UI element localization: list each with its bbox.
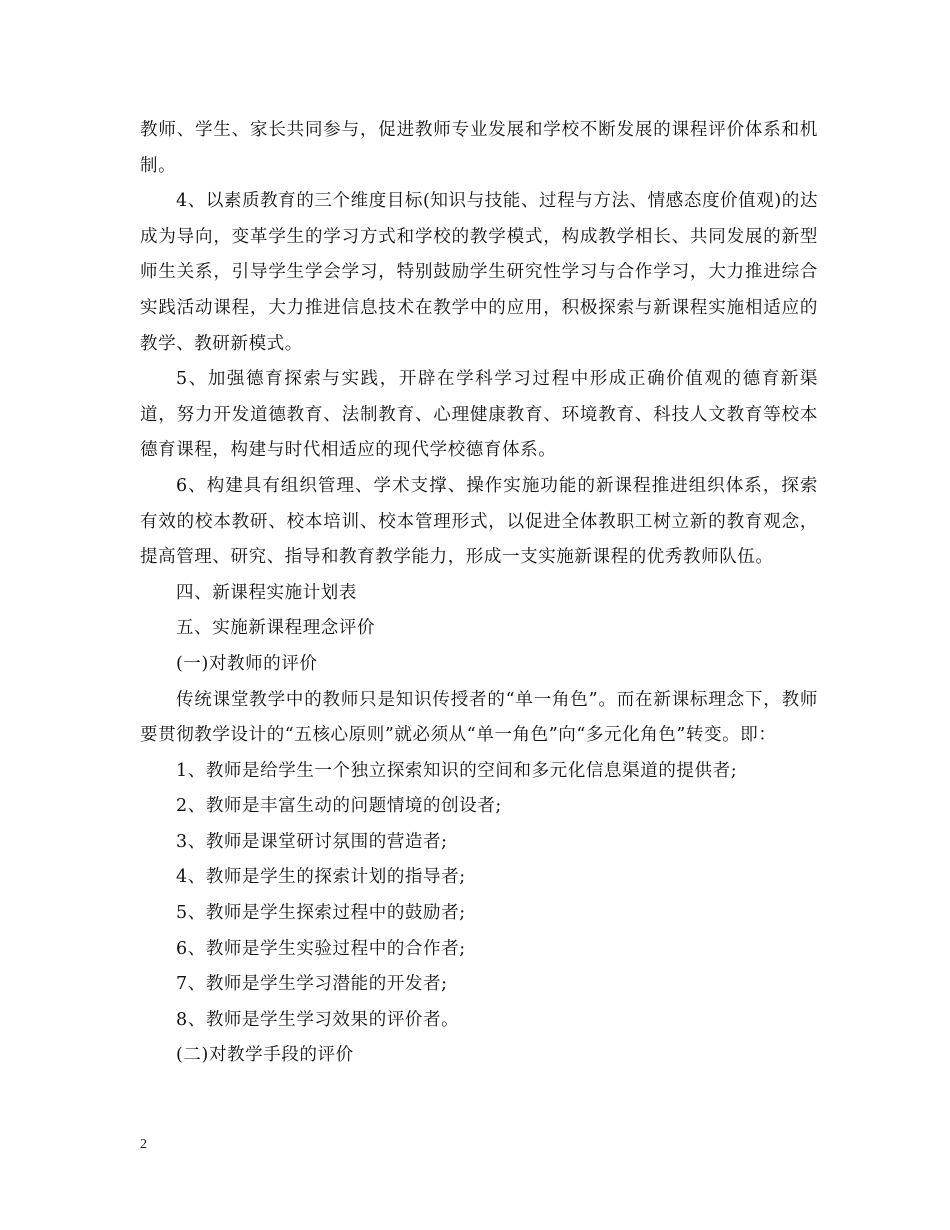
paragraph-continuation: 教师、学生、家长共同参与，促进教师专业发展和学校不断发展的课程评价体系和机制。 — [140, 120, 818, 176]
subsection-heading-2: (二)对教学手段的评价 — [176, 1045, 354, 1066]
list-item-role-6: 6、教师是学生实验过程中的合作者; — [176, 938, 466, 959]
document-body — [140, 113, 818, 1074]
subsection-heading-1: (一)对教师的评价 — [176, 653, 318, 674]
paragraph-goal-5: 5、加强德育探索与实践，开辟在学科学习过程中形成正确价值观的德育新渠道，努力开发道德教育、法制教育、心理健康教育、环境教育、科技人文教育等校本德育课程，构建与时代相适应的现代学校德育体系。 — [140, 369, 818, 461]
list-item-role-2: 2、教师是丰富生动的问题情境的创设者; — [176, 796, 502, 817]
section-heading-5: 五、实施新课程理念评价 — [176, 618, 376, 639]
list-item-role-5: 5、教师是学生探索过程中的鼓励者; — [176, 903, 466, 924]
paragraph-teacher-roles-intro: 传统课堂教学中的教师只是知识传授者的“单一角色”。而在新课标理念下，教师要贯彻教学设计的“五核心原则”就必须从“单一角色”向“多元化角色”转变。即： — [140, 689, 818, 746]
list-item-role-8: 8、教师是学生学习效果的评价者。 — [176, 1009, 460, 1030]
list-item-role-4: 4、教师是学生的探索计划的指导者; — [176, 867, 466, 888]
list-item-role-3: 3、教师是课堂研讨氛围的营造者; — [176, 831, 448, 852]
list-item-role-1: 1、教师是给学生一个独立探索知识的空间和多元化信息渠道的提供者; — [176, 760, 738, 781]
paragraph-goal-4: 4、以素质教育的三个维度目标(知识与技能、过程与方法、情感态度价值观)的达成为导向，变革学生的学习方式和学校的教学模式，构成教学相长、共同发展的新型师生关系，引导学生学会学习，特别鼓励学生研究性学习与合作学习，大力推进综合实践活动课程，大力推进信息技术在教学中的应用，积极探索与新课程实施相适应的教学、教研新模式。 — [140, 191, 818, 354]
list-item-role-7: 7、教师是学生学习潜能的开发者; — [176, 974, 448, 995]
page-number: 2 — [140, 1137, 147, 1152]
section-heading-4: 四、新课程实施计划表 — [176, 582, 357, 603]
paragraph-goal-6: 6、构建具有组织管理、学术支撑、操作实施功能的新课程推进组织体系，探索有效的校本教研、校本培训、校本管理形式，以促进全体教职工树立新的教育观念，提高管理、研究、指导和教育教学能力，形成一支实施新课程的优秀教师队伍。 — [140, 475, 818, 568]
